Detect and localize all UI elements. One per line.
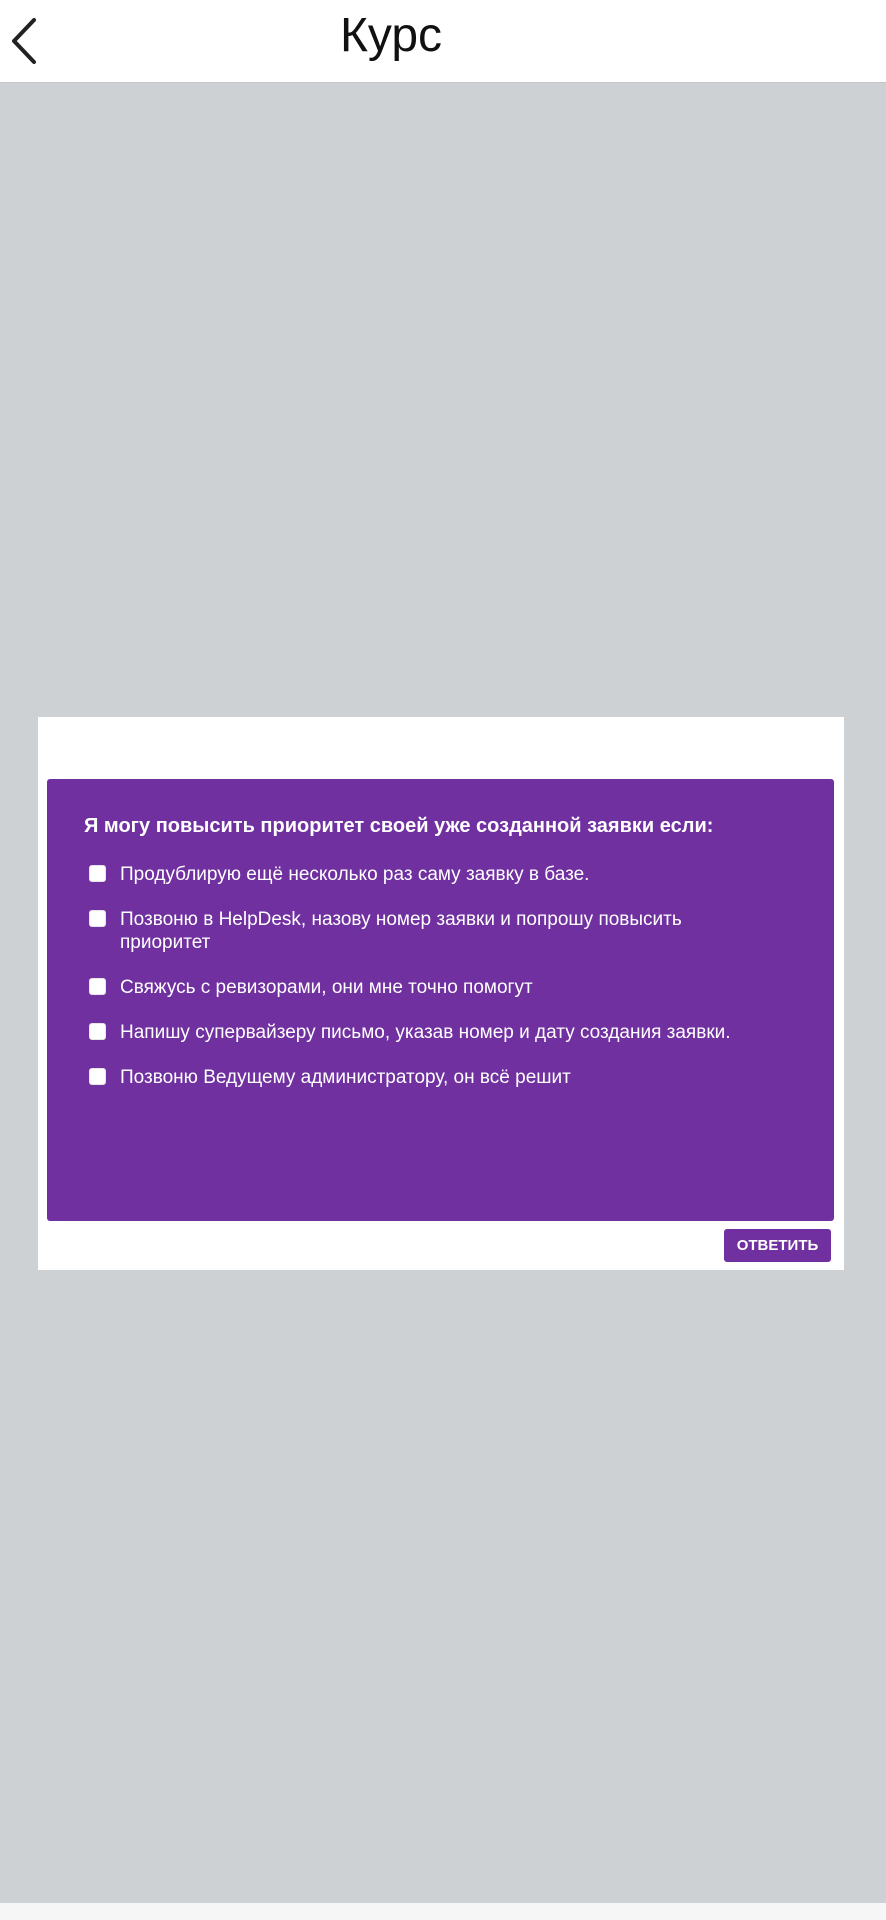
answer-option-label: Позвоню в HelpDesk, назову номер заявки и попрошу повысить приоритет [120,909,682,953]
app-header [0,0,886,83]
submit-answer-button[interactable]: ОТВЕТИТЬ [724,1229,831,1262]
answer-option[interactable] [87,908,787,954]
answer-option-label: Свяжусь с ревизорами, они мне точно помогут [120,977,533,998]
answer-option[interactable] [87,1066,787,1089]
checkbox[interactable] [89,978,106,995]
system-navigation-bar [0,1903,886,1920]
checkbox[interactable] [89,1068,106,1085]
answer-options [87,863,787,1111]
answer-option[interactable] [87,976,787,999]
answer-option-label: Позвоню Ведущему администратору, он всё решит [120,1067,571,1088]
checkbox[interactable] [89,910,106,927]
quiz-card [38,717,844,1270]
answer-option[interactable] [87,863,787,886]
answer-option-label: Продублирую ещё несколько раз саму заявку в базе. [120,864,590,885]
answer-option-label: Напишу супервайзеру письмо, указав номер и дату создания заявки. [120,1022,731,1043]
page-title: Курс [339,9,443,62]
answer-option[interactable] [87,1021,787,1044]
checkbox[interactable] [89,865,106,882]
question-text: Я могу повысить приоритет своей уже созданной заявки если: [84,815,714,837]
checkbox[interactable] [89,1023,106,1040]
question-panel [47,779,834,1221]
